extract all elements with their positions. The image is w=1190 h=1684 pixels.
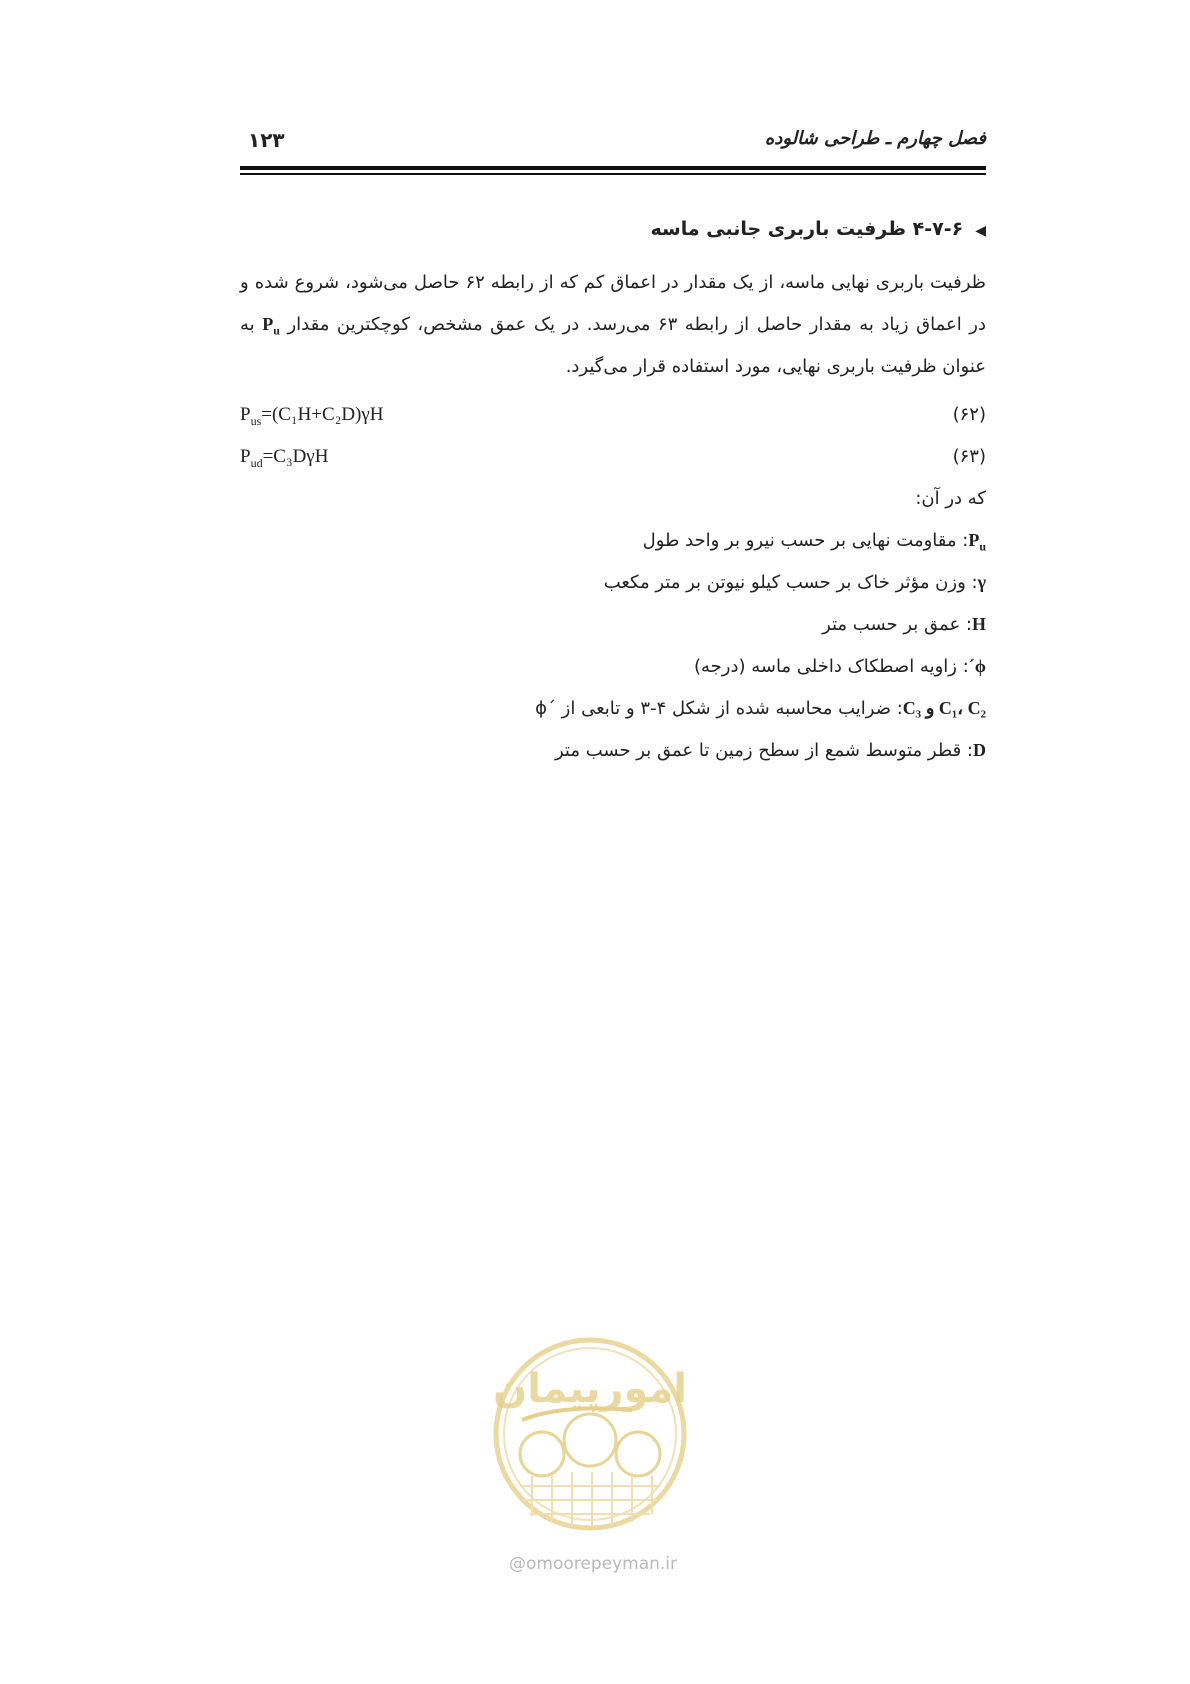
paragraph-line-2 [240,314,986,339]
equation-62: $P_{us}=(C_1H+C_2D)\gamma H$ [240,404,384,428]
triangle-bullet-icon: ◀ [975,223,986,239]
page-header [240,122,986,154]
definition-gamma: γ: وزن مؤثر خاک بر حسب کیلو نیوتن بر متر مکعب [603,572,986,593]
watermark-url: @omoorepeyman.ir [508,1554,678,1574]
paragraph-line-1: ظرفیت باربری نهایی ماسه، از یک مقدار در اعماق کم که از رابطه ۶۲ حاصل می‌شود، شروع شده و [240,272,986,293]
section-heading [651,218,986,240]
paragraph-line-2-end: به [240,314,263,335]
section-number: ۴-۷-۶ [912,218,964,240]
watermark-logo-icon [492,1336,688,1532]
svg-text:امورپیمان: امورپیمان [493,1366,687,1412]
paragraph-symbol: $P_u$ [262,314,280,338]
equation-number-62: (۶۲) [952,404,986,425]
definition-h: H: عمق بر حسب متر [822,614,986,635]
definition-d: D: قطر متوسط شمع از سطح زمین تا عمق بر حسب متر [555,740,986,761]
header-rule-thick [240,166,986,170]
header-rule-thin [240,173,986,175]
definition-phi: ϕ´: زاویه اصطکاک داخلی ماسه (درجه) [693,656,986,677]
equation-63: $P_{ud}=C_3D\gamma H$ [240,446,329,470]
paragraph-line-2-text: در اعماق زیاد به مقدار حاصل از رابطه ۶۳ می‌رسد. در یک عمق مشخص، کوچکترین مقدار [279,314,987,335]
definition-coefficients: C₁، C₂ و C₃: ضرایب محاسبه شده از شکل ۴-۳ و تابعی از ´ϕ [535,698,986,719]
definition-pu: $P_u$: مقاومت نهایی بر حسب نیرو بر واحد طول [642,530,986,554]
where-label: که در آن: [915,488,986,509]
chapter-title: فصل چهارم ـ طراحی شالوده [764,128,986,149]
page-number: ۱۲۳ [248,128,285,152]
equation-number-63: (۶۳) [952,446,986,467]
paragraph-line-3: عنوان ظرفیت باربری نهایی، مورد استفاده قرار می‌گیرد. [565,356,986,377]
section-title: ظرفیت باربری جانبی ماسه [650,218,907,240]
